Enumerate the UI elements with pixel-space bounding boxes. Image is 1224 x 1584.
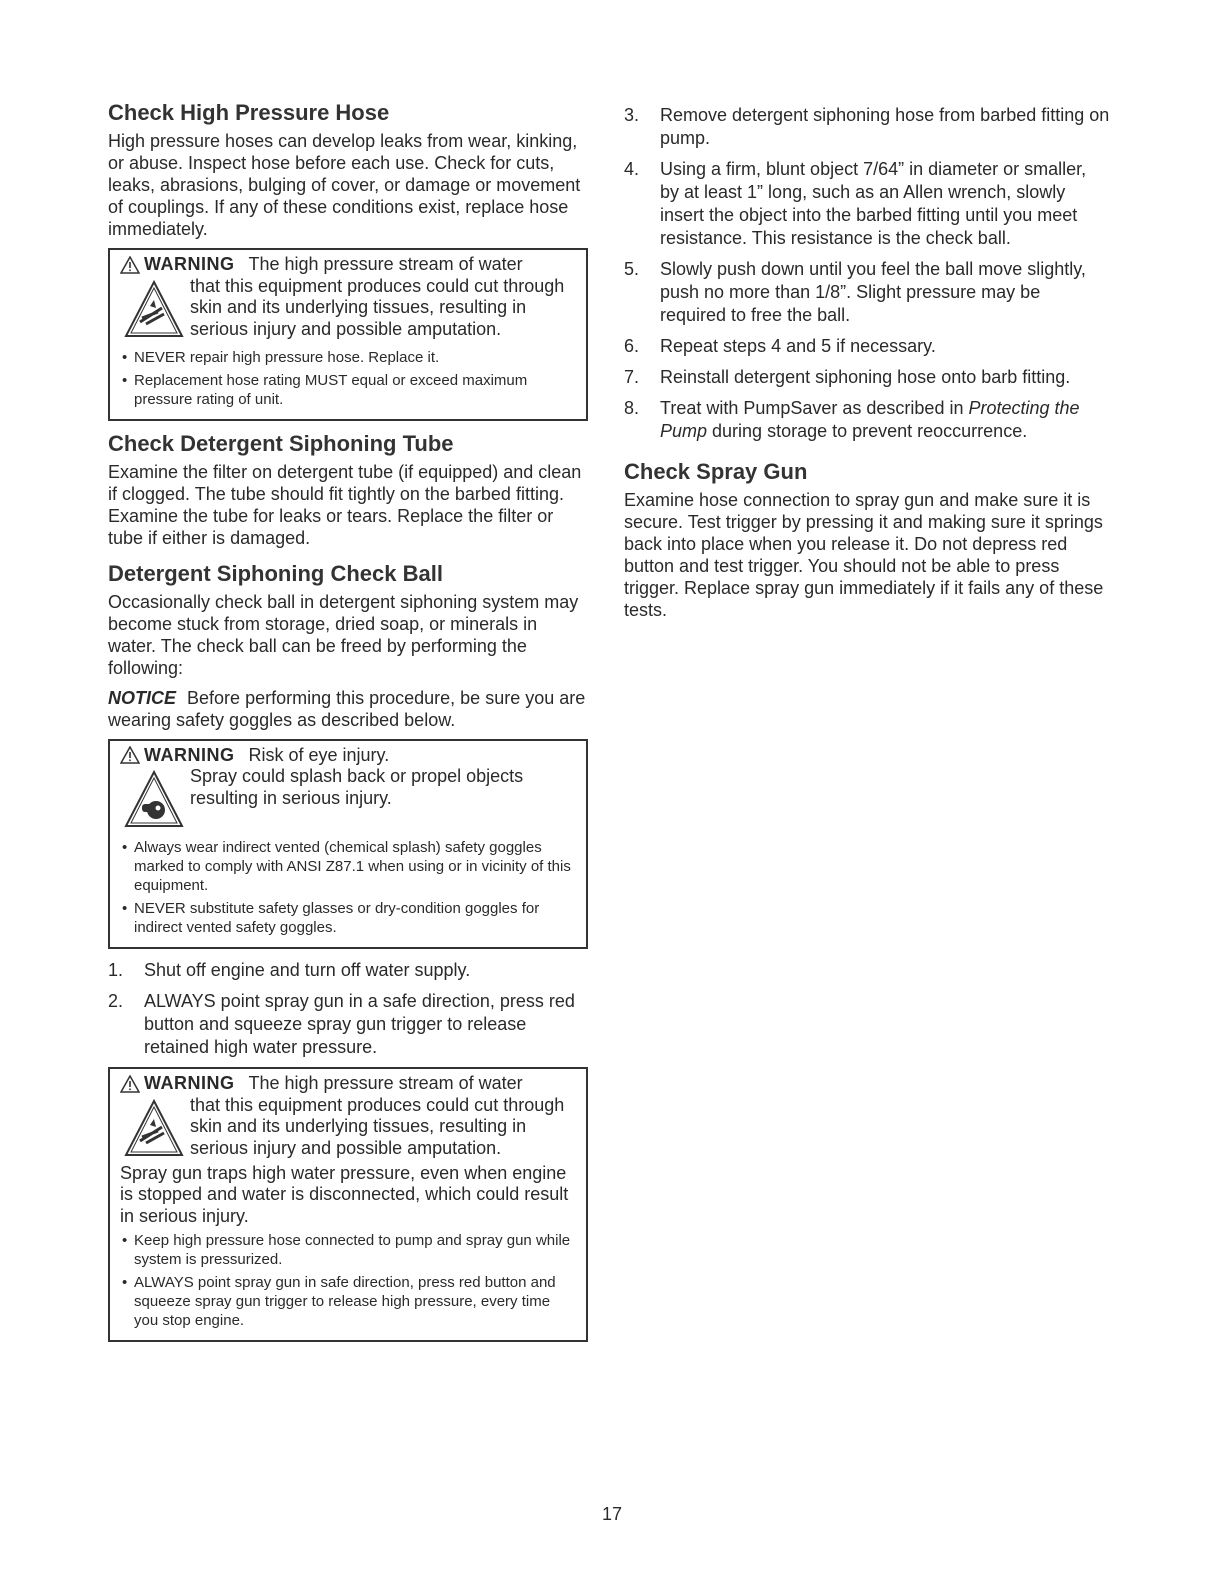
warning-body: that this equipment produces could cut through skin and its underlying tissues, resulting in serious injury and possible amputation. — [190, 275, 565, 339]
step-item — [624, 258, 1110, 327]
notice-text: Before performing this procedure, be sure you are wearing safety goggles as described below. — [108, 687, 586, 730]
notice-paragraph — [108, 687, 588, 731]
section-heading-detergent-tube: Check Detergent Siphoning Tube — [108, 430, 454, 456]
step-number: 4. — [624, 159, 640, 179]
warning-box-hose — [108, 248, 588, 421]
step-number: 2. — [108, 991, 124, 1011]
step-text-post: during storage to prevent reoccurrence. — [707, 421, 1028, 441]
warning-header — [120, 745, 576, 767]
warning-bullets — [120, 348, 576, 409]
warning-extra: Spray gun traps high water pressure, even when engine is stopped and water is disconnected, which could result in serious injury. — [120, 1162, 569, 1226]
steps-list-right — [624, 104, 1110, 443]
warning-box-spray-gun — [108, 1067, 588, 1342]
step-text: Reinstall detergent siphoning hose onto barb fitting. — [660, 367, 1071, 387]
steps-list-left — [108, 959, 588, 1059]
notice-label: NOTICE — [108, 687, 177, 708]
step-text-pre: Treat with PumpSaver as described in — [660, 398, 969, 418]
tube-paragraph: Examine the filter on detergent tube (if equipped) and clean if clogged. The tube should fit tightly on the barbed fitting. Examine the tube for leaks or tears. Replace the filter or tube if either is damaged. — [108, 461, 582, 548]
step-text: Shut off engine and turn off water supply. — [144, 960, 471, 980]
warning-header — [120, 254, 576, 276]
hose-paragraph: High pressure hoses can develop leaks from wear, kinking, or abuse. Inspect hose before each use. Check for cuts, leaks, abrasions, bulging of cover, or damage or movement of couplings. If any of these conditions exist, replace hose immediately. — [108, 131, 581, 239]
step-number: 7. — [624, 367, 640, 387]
section-heading-high-pressure-hose: Check High Pressure Hose — [108, 100, 390, 125]
warning-triangle-icon — [120, 746, 140, 764]
step-text — [660, 397, 1110, 443]
warning-triangle-icon — [120, 1075, 140, 1093]
step-number: 8. — [624, 398, 640, 418]
warning-bullet: • ALWAYS point spray gun in safe direction, press red button and squeeze spray gun trigger to release high pressure, every time you stop engine. — [120, 1273, 576, 1330]
warning-header — [120, 1073, 576, 1095]
warning-bullets — [120, 1231, 576, 1330]
spray-gun-paragraph: Examine hose connection to spray gun and make sure it is secure. Test trigger by pressing it and making sure it springs back into place when you release it. Do not depress red button and test trigger. You should not be able to press trigger. Replace spray gun immediately if it fails any of these tests. — [624, 490, 1104, 620]
warning-label: WARNING — [144, 744, 235, 765]
warning-bullet: • Always wear indirect vented (chemical splash) safety goggles marked to comply with ANSI Z87.1 when using or in vicinity of this equipment. — [120, 838, 576, 895]
step-item — [624, 366, 1110, 389]
step-item — [624, 158, 1110, 250]
step-text-reference: Protecting the Pump — [660, 398, 1080, 441]
right-column — [624, 100, 1110, 629]
step-number: 1. — [108, 960, 124, 980]
warning-bullet: • NEVER substitute safety glasses or dry-condition goggles for indirect vented safety goggles. — [120, 899, 576, 937]
eye-injury-hazard-icon — [120, 768, 184, 832]
step-item — [108, 959, 588, 982]
warning-label: WARNING — [144, 254, 235, 274]
step-text: Remove detergent siphoning hose from barbed fitting on pump. — [660, 105, 1110, 148]
step-item — [624, 335, 1110, 358]
check-ball-paragraph: Occasionally check ball in detergent siphoning system may become stuck from storage, dried soap, or minerals in water. The check ball can be freed by performing the following: — [108, 591, 579, 678]
warning-bullets — [120, 838, 576, 937]
step-text: ALWAYS point spray gun in a safe direction, press red button and squeeze spray gun trigger to release retained high water pressure. — [144, 991, 575, 1057]
warning-bullet: • Replacement hose rating MUST equal or exceed maximum pressure rating of unit. — [120, 371, 576, 409]
section-heading-check-ball: Detergent Siphoning Check Ball — [108, 560, 443, 586]
high-pressure-cut-hazard-icon — [120, 278, 184, 342]
left-column — [108, 100, 588, 1352]
step-text: Repeat steps 4 and 5 if necessary. — [660, 336, 936, 356]
warning-triangle-icon — [120, 256, 140, 274]
warning-first-line: Risk of eye injury. — [248, 744, 390, 765]
section-heading-spray-gun: Check Spray Gun — [624, 459, 808, 484]
step-number: 5. — [624, 259, 640, 279]
step-item — [624, 397, 1110, 443]
warning-bullet: • Keep high pressure hose connected to pump and spray gun while system is pressurized. — [120, 1231, 576, 1269]
step-item — [624, 104, 1110, 150]
warning-first-line: The high pressure stream of water — [248, 254, 523, 274]
warning-label: WARNING — [144, 1073, 235, 1093]
high-pressure-cut-hazard-icon — [120, 1097, 184, 1161]
step-text: Using a firm, blunt object 7/64” in diameter or smaller, by at least 1” long, such as an Allen wrench, slowly insert the object into the barbed fitting until you meet resistance. This resistance is the check ball. — [660, 159, 1087, 248]
page-number: 17 — [601, 1504, 623, 1524]
step-number: 3. — [624, 105, 640, 125]
warning-body: that this equipment produces could cut through skin and its underlying tissues, resulting in serious injury and possible amputation. — [190, 1094, 565, 1158]
step-number: 6. — [624, 336, 640, 356]
step-item — [108, 990, 588, 1059]
warning-body: Spray could splash back or propel objects resulting in serious injury. — [190, 766, 524, 808]
warning-bullet: • NEVER repair high pressure hose. Replace it. — [120, 348, 576, 367]
warning-box-eye — [108, 739, 588, 950]
step-text: Slowly push down until you feel the ball move slightly, push no more than 1/8”. Slight pressure may be required to free the ball. — [660, 259, 1086, 325]
warning-first-line: The high pressure stream of water — [248, 1073, 523, 1093]
